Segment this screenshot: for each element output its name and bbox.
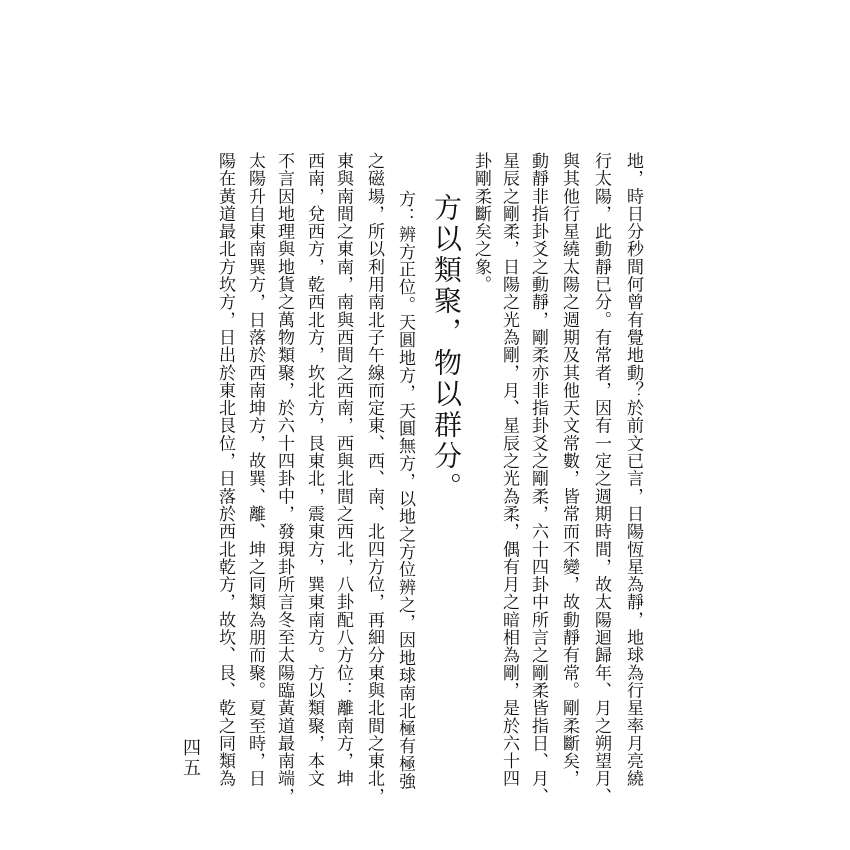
text-column: 卦剛柔斷矣之象。: [471, 152, 491, 294]
text-column: 不言因地理與地貨之萬物類聚，於六十四卦中，發現卦所言冬至太陽臨黃道最南端，: [274, 152, 294, 806]
text-column: 陽在黃道最北方坎方，日出於東北艮位，日落於西北乾方，故坎、艮、乾之同類為: [215, 152, 235, 788]
section-heading: 方以類聚，物以群分。: [430, 193, 463, 503]
text-column: 西南，兌西方，乾西北方，坎北方，艮東北，震東方，巽東南方。方以類聚，本文: [304, 152, 324, 788]
page-number: 四五: [180, 738, 201, 778]
text-column: 星辰之剛柔，日陽之光為剛，月、星辰之光為柔，偶有月之暗相為剛，是於六十四: [499, 152, 519, 788]
text-column: 與其他行星繞太陽之週期及其他天文常數，皆常而不變，故動靜有常。剛柔斷矣，: [559, 152, 579, 788]
text-column: 動靜非指卦爻之動靜，剛柔亦非指卦爻之剛柔，六十四卦中所言之剛柔皆指日、月、: [528, 152, 548, 806]
text-column: 行太陽，此動靜已分。有常者，因有一定之週期時間，故太陽迴歸年、月之朔望月、: [591, 152, 611, 806]
text-column: 太陽升自東南巽方，日落於西南坤方，故巽、離、坤之同類為朋而聚。夏至時，日: [245, 152, 265, 788]
text-column: 地，時日分秒間何曾有覺地動？於前文已言，日陽恆星為靜，地球為行星率月亮繞: [623, 152, 643, 788]
text-column: 東與南間之東南，南與西間之西南，西與北間之西北，八卦配八方位：離南方，坤: [333, 152, 353, 788]
text-column: 方：辨方正位。天圓地方，天圓無方，以地之方位辨之，因地球南北極有極強: [395, 190, 415, 791]
text-column: 之磁場，所以利用南北子午線而定東、西、南、北四方位，再細分東與北間之東北，: [364, 152, 384, 806]
